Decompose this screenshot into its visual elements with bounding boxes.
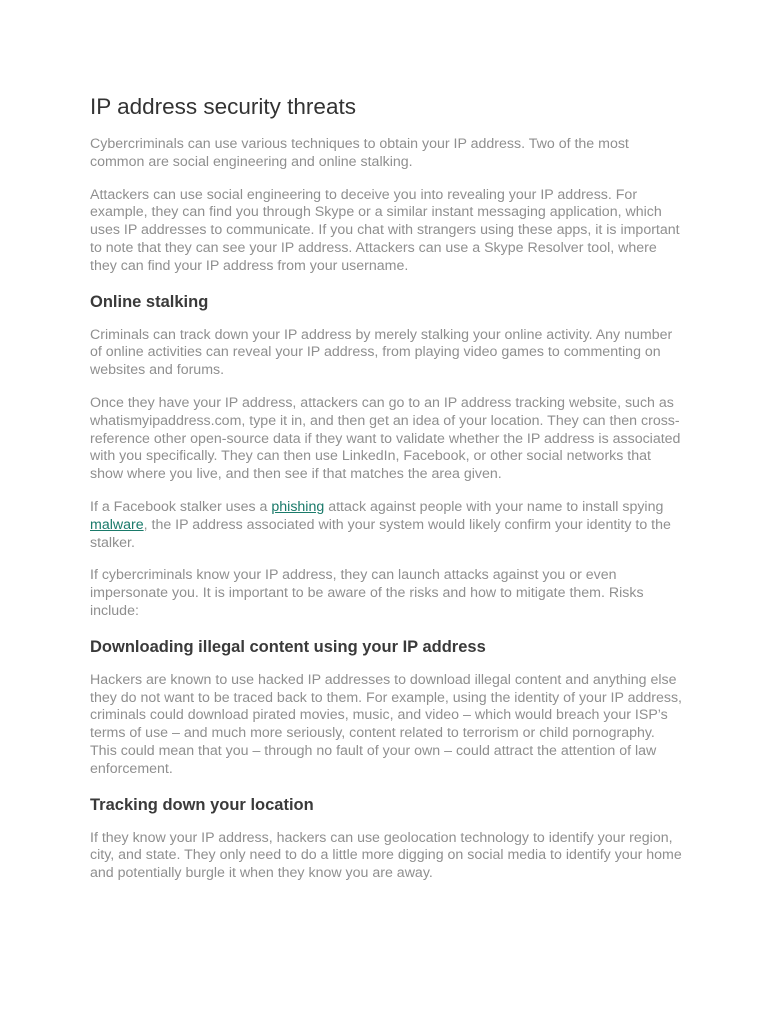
section-heading-tracking-location: Tracking down your location bbox=[90, 795, 314, 814]
document-page bbox=[90, 92, 682, 898]
online-stalking-paragraph-1: Criminals can track down your IP address by merely stalking your online activity. Any number of online activities can reveal your IP address, from playing video games to commenting on websites and forums. bbox=[90, 326, 673, 379]
online-stalking-paragraph-4: If cybercriminals know your IP address, they can launch attacks against you or even impersonate you. It is important to be aware of the risks and how to mitigate them. Risks include: bbox=[90, 567, 644, 619]
tracking-location-paragraph-1: If they know your IP address, hackers can use geolocation technology to identify your region, city, and state. They only need to do a little more digging on social media to identify your home and potentially burgle it when they know you are away. bbox=[90, 829, 682, 882]
illegal-content-paragraph-1: Hackers are known to use hacked IP addresses to download illegal content and anything else they do not want to be traced back to them. For example, using the identity of your IP address, criminals could download pirated movies, music, and video – which would breach your ISP’s terms of use – and much more seriously, content related to terrorism or child pornography. This could mean that you – through no fault of your own – could attract the attention of law enforcement. bbox=[90, 671, 683, 777]
intro-paragraph-2: Attackers can use social engineering to deceive you into revealing your IP address. For example, they can find you through Skype or a similar instant messaging application, which uses IP addresses to communicate. If you chat with strangers using these apps, it is important to note that they can see your IP address. Attackers can use a Skype Resolver tool, where they can find your IP address from your username. bbox=[90, 186, 680, 274]
section-heading-online-stalking: Online stalking bbox=[90, 292, 209, 311]
section-tracking-location bbox=[90, 794, 682, 883]
paragraph-text: attack against people with your name to install spying bbox=[324, 498, 664, 515]
section-illegal-content bbox=[90, 636, 682, 779]
section-online-stalking bbox=[90, 291, 682, 621]
online-stalking-paragraph-2: Once they have your IP address, attackers can go to an IP address tracking website, such as whatismyipaddress.com, type it in, and then get an idea of your location. They can then cross-reference other open-source data if they want to validate whether the IP address is associated with you specifically. They can then use LinkedIn, Facebook, or other social networks that show where you live, and then see if that matches the area given. bbox=[90, 394, 681, 483]
paragraph-text: , the IP address associated with your system would likely confirm your identity to the stalker. bbox=[90, 516, 671, 551]
intro-paragraph-1: Cybercriminals can use various techniques to obtain your IP address. Two of the most common are social engineering and online stalking. bbox=[90, 136, 629, 170]
page-title: IP address security threats bbox=[90, 94, 356, 119]
phishing-link[interactable]: phishing bbox=[271, 498, 325, 515]
paragraph-text: If a Facebook stalker uses a bbox=[90, 498, 272, 515]
section-heading-illegal-content: Downloading illegal content using your IP address bbox=[90, 637, 486, 656]
online-stalking-paragraph-3 bbox=[90, 499, 682, 552]
malware-link[interactable]: malware bbox=[90, 516, 144, 533]
